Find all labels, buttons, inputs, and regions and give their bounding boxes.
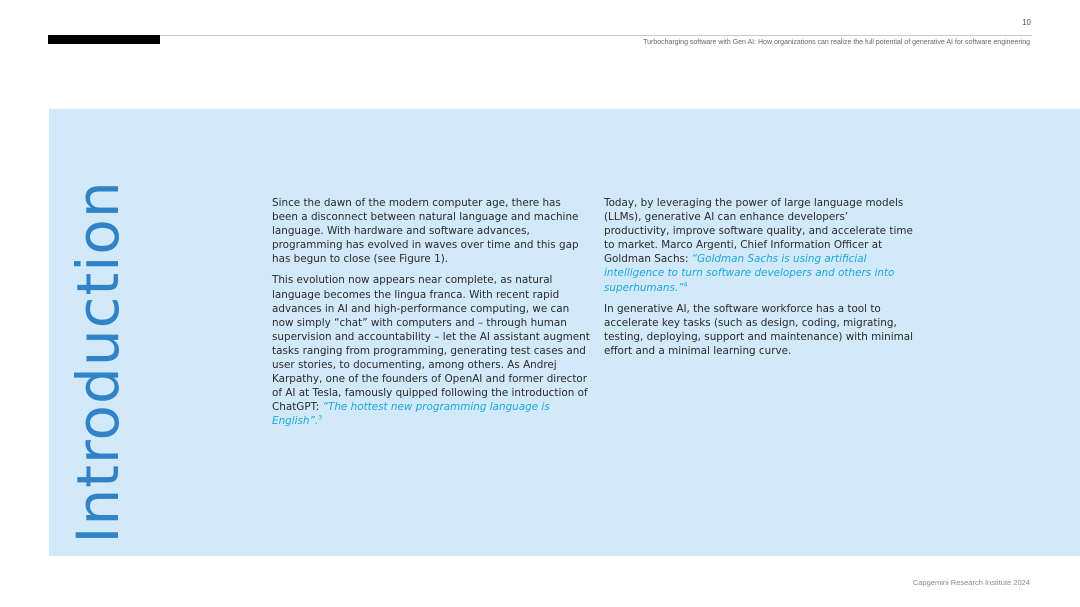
footer-source: Capgemini Research Institute 2024 <box>912 578 1030 587</box>
left-column <box>272 196 590 436</box>
left-paragraph-2 <box>272 273 590 428</box>
right-paragraph-1-text: Today, by leveraging the power of large language models (LLMs), generative AI can enhance developers’ productivity, improve software quality, and accelerate time to market. Marco Argenti, Chief Information Officer at Goldman Sachs: <box>604 197 913 266</box>
header-rule <box>48 35 1032 36</box>
argenti-quote: “Goldman Sachs is using artificial intelligence to turn software developers and others into superhumans.” <box>604 253 895 294</box>
page-number: 10 <box>1022 18 1031 27</box>
right-column <box>604 196 916 365</box>
section-title: Introduction <box>64 180 132 544</box>
left-paragraph-1: Since the dawn of the modern computer age, there has been a disconnect between natural language and machine language. With hardware and software advances, programming has evolved in waves over time and this gap has begun to close (see Figure 1). <box>272 197 579 266</box>
footnote-3[interactable]: 3 <box>318 414 323 422</box>
footnote-4[interactable]: 4 <box>683 281 688 289</box>
right-paragraph-2: In generative AI, the software workforce has a tool to accelerate key tasks (such as design, coding, migrating, testing, deploying, support and maintenance) with minimal effort and a minimal learning curve. <box>604 302 913 357</box>
header-bar <box>48 35 160 44</box>
running-header-title: Turbocharging software with Gen AI: How organizations can realize the full potential of generative AI for software engineering <box>643 39 1030 46</box>
right-paragraph-1 <box>604 196 916 295</box>
karpathy-quote: “The hottest new programming language is English”. <box>272 401 550 428</box>
left-paragraph-2-text: This evolution now appears near complete, as natural language becomes the lingua franca. With recent rapid advances in AI and high-performance computing, we can now simply “chat” with computers and – through human supervision and accountability – let the AI assistant augment tasks ranging from programming, generating test cases and user stories, to documenting, among others. As Andrej Karpathy, one of the founders of OpenAI and former director of AI at Tesla, famously quipped following the introduction of ChatGPT: <box>272 274 590 414</box>
